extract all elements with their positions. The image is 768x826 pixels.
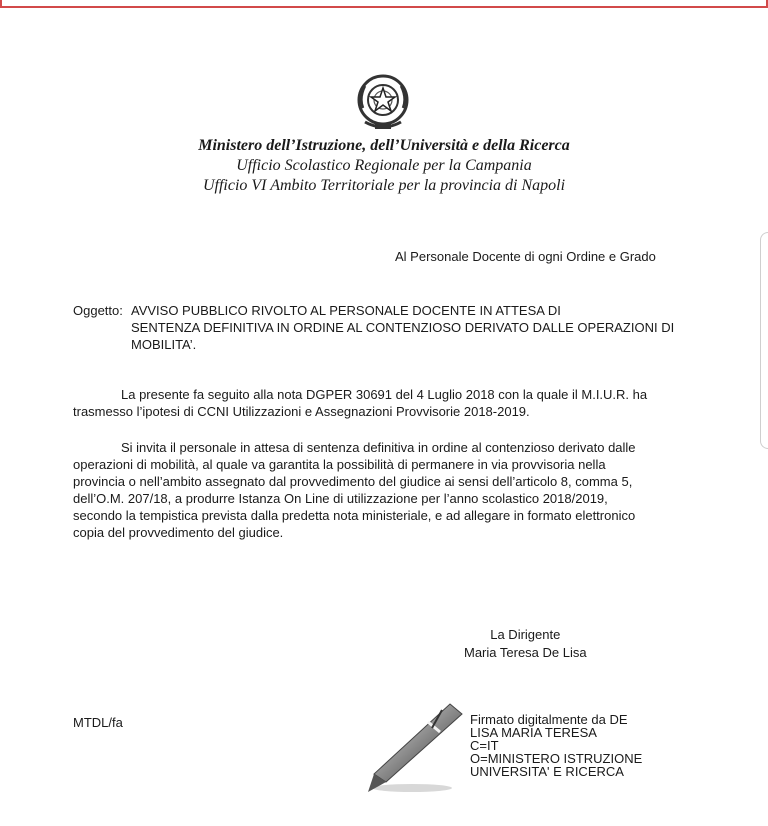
paragraph-line: provincia o nell’ambito assegnato dal provvedimento del giudice ai sensi dell’articolo 8, comma 5, xyxy=(73,474,633,489)
side-scroll-tab[interactable] xyxy=(760,232,768,449)
paragraph-line: Si invita il personale in attesa di sentenza definitiva in ordine al contenzioso derivato dalle xyxy=(121,440,636,455)
subject-line: MOBILITA’. xyxy=(131,337,197,352)
pen-icon xyxy=(362,700,466,796)
document-initials: MTDL/fa xyxy=(73,715,123,730)
paragraph-line: La presente fa seguito alla nota DGPER 30691 del 4 Luglio 2018 con la quale il M.I.U.R. ha xyxy=(121,387,648,402)
subject-text xyxy=(131,302,691,353)
ministry-name: Ministero dell’Istruzione, dell’Università e della Ricerca xyxy=(198,137,570,154)
paragraph-1 xyxy=(73,386,713,420)
regional-office: Ufficio Scolastico Regionale per la Campania xyxy=(236,157,532,174)
italian-republic-emblem-icon xyxy=(355,70,411,134)
paragraph-line: copia del provvedimento del giudice. xyxy=(73,525,284,540)
subject-line: SENTENZA DEFINITIVA IN ORDINE AL CONTENZIOSO DERIVATO DALLE OPERAZIONI DI xyxy=(131,320,675,335)
letterhead xyxy=(0,136,768,196)
digital-signature-line: C=IT xyxy=(470,738,499,753)
digital-signature xyxy=(470,713,642,778)
top-border xyxy=(0,0,768,8)
digital-signature-line: O=MINISTERO ISTRUZIONE xyxy=(470,751,643,766)
signature-block xyxy=(464,626,587,662)
paragraph-line: dell’O.M. 207/18, a produrre Istanza On Line di utilizzazione per l’anno scolastico 2018/2019, xyxy=(73,491,608,506)
paragraph-line: trasmesso l’ipotesi di CCNI Utilizzazioni e Assegnazioni Provvisorie 2018-2019. xyxy=(73,404,530,419)
subject-line: AVVISO PUBBLICO RIVOLTO AL PERSONALE DOCENTE IN ATTESA DI xyxy=(131,303,561,318)
subject-label: Oggetto: xyxy=(73,303,123,318)
territorial-office: Ufficio VI Ambito Territoriale per la provincia di Napoli xyxy=(202,177,566,194)
paragraph-line: secondo la tempistica prevista dalla predetta nota ministeriale, e ad allegare in formato elettronico xyxy=(73,508,636,523)
recipient-line: Al Personale Docente di ogni Ordine e Grado xyxy=(395,249,656,264)
paragraph-2 xyxy=(73,439,713,541)
digital-signature-line: Firmato digitalmente da DE xyxy=(470,712,628,727)
signer-name: Maria Teresa De Lisa xyxy=(464,645,587,660)
signer-role: La Dirigente xyxy=(490,627,561,642)
digital-signature-line: UNIVERSITA' E RICERCA xyxy=(470,764,624,779)
paragraph-line: operazioni di mobilità, al quale va garantita la possibilità di permanere in via provvisoria nella xyxy=(73,457,606,472)
digital-signature-line: LISA MARIA TERESA xyxy=(470,725,597,740)
